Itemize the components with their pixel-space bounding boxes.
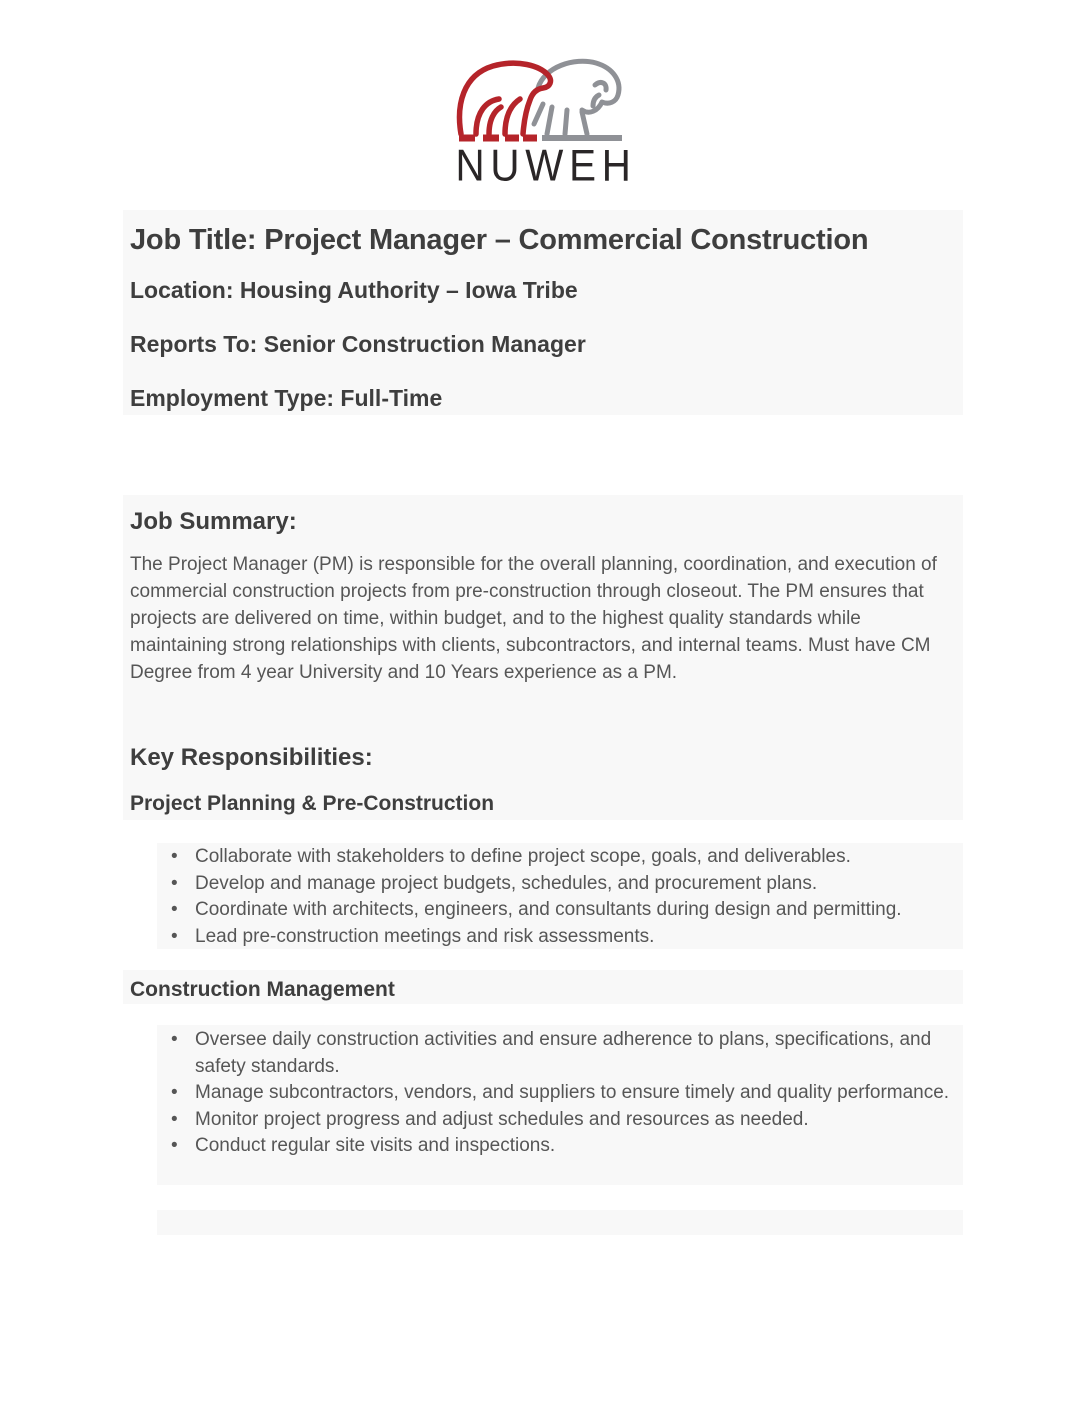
job-summary-block	[123, 495, 963, 820]
job-reports-to: Reports To: Senior Construction Manager	[130, 331, 586, 357]
list-item: • Collaborate with stakeholders to define project scope, goals, and deliverables.	[167, 844, 955, 871]
job-location: Location: Housing Authority – Iowa Tribe	[130, 277, 578, 303]
bear-bison-logo-icon	[448, 50, 632, 146]
list-item: • Monitor project progress and adjust schedules and resources as needed.	[167, 1107, 955, 1134]
list-item: • Oversee daily construction activities and ensure adherence to plans, specifications, and safety standards.	[167, 1027, 955, 1080]
list-item: • Lead pre-construction meetings and risk assessments.	[167, 924, 955, 951]
job-summary-text: The Project Manager (PM) is responsible for the overall planning, coordination, and execution of commercial construction projects from pre-construction through closeout. The PM ensures that projects are delivered on time, within budget, and to the highest quality standards while maintaining strong relationships with clients, subcontractors, and internal teams. Must have CM Degree from 4 year University and 10 Years experience as a PM.	[130, 554, 937, 683]
key-responsibilities-heading: Key Responsibilities:	[130, 744, 373, 771]
brand-wordmark: NUWEH	[455, 140, 637, 191]
job-summary-heading: Job Summary:	[130, 508, 297, 535]
project-planning-list	[157, 844, 955, 950]
list-item: • Conduct regular site visits and inspections.	[167, 1133, 955, 1160]
brand-logo	[446, 50, 637, 191]
construction-management-block	[123, 970, 963, 1004]
list-item: • Coordinate with architects, engineers, and consultants during design and permitting.	[167, 897, 955, 924]
section-title-construction-management: Construction Management	[130, 978, 395, 1001]
job-employment-type: Employment Type: Full-Time	[130, 385, 443, 411]
construction-management-list	[157, 1027, 955, 1160]
job-title: Job Title: Project Manager – Commercial Construction	[130, 224, 869, 256]
project-planning-bullets-block	[157, 843, 963, 949]
construction-management-bullets-block	[157, 1025, 963, 1185]
job-header-block	[123, 210, 963, 415]
empty-shaded-paragraph	[157, 1210, 963, 1235]
list-item: • Develop and manage project budgets, schedules, and procurement plans.	[167, 871, 955, 898]
section-title-project-planning: Project Planning & Pre-Construction	[130, 792, 495, 815]
list-item: • Manage subcontractors, vendors, and suppliers to ensure timely and quality performance.	[167, 1080, 955, 1107]
